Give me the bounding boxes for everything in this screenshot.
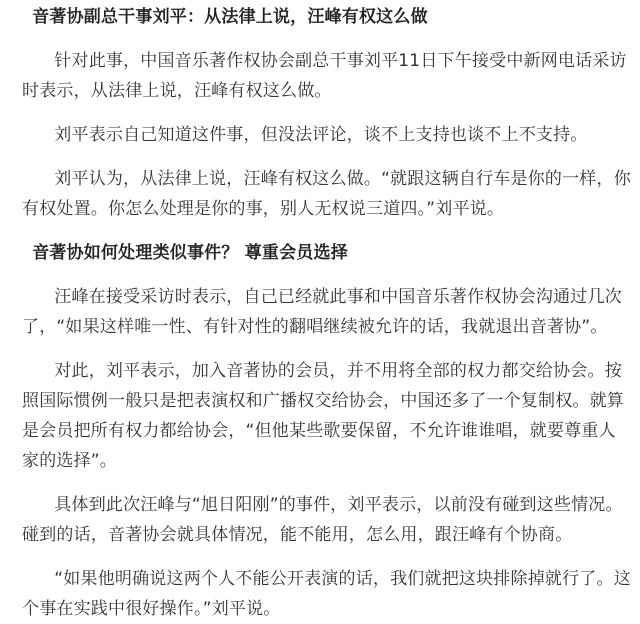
section-heading-2: 音著协如何处理类似事件？ 尊重会员选择 [32, 243, 348, 263]
spacer [22, 476, 632, 490]
paragraph-6: 具体到此次汪峰与“旭日阳刚”的事件，刘平表示，以前没有碰到这些情况。碰到的话，音著协会就具体情况，能不能用，怎么用，跟汪峰有个协商。 [22, 495, 623, 545]
paragraph-7: “如果他明确说这两个人不能公开表演的话，我们就把这块排除掉就行了。这个事在实践中很好操作。”刘平说。 [22, 569, 631, 619]
spacer [22, 224, 632, 238]
paragraph-3: 刘平认为，从法律上说，汪峰有权这么做。“就跟这辆自行车是你的一样，你有权处置。你怎么处理是你的事，别人无权说三道四。”刘平说。 [22, 169, 631, 219]
spacer [22, 150, 632, 164]
paragraph-4: 汪峰在接受采访时表示，自己已经就此事和中国音乐著作权协会沟通过几次了，“如果这样唯一性、有针对性的翻唱继续被允许的话，我就退出音著协”。 [22, 287, 622, 337]
paragraph-1: 针对此事，中国音乐著作权协会副总干事刘平11日下午接受中新网电话采访时表示，从法律上说，汪峰有权这么做。 [22, 51, 627, 101]
paragraph-2: 刘平表示自己知道这件事，但没法评论，谈不上支持也谈不上不支持。 [54, 125, 588, 145]
spacer [22, 550, 632, 564]
spacer [22, 268, 632, 282]
article [0, 2, 640, 619]
spacer [22, 32, 632, 46]
paragraph-5: 对此，刘平表示，加入音著协的会员，并不用将全部的权力都交给协会。按照国际惯例一般只是把表演权和广播权交给协会，中国还多了一个复制权。就算是会员把所有权力都给协会，“但他某些歌要保留，不允许谁谁唱，就要尊重人家的选择”。 [22, 361, 624, 471]
section-heading-1: 音著协副总干事刘平：从法律上说，汪峰有权这么做 [32, 7, 428, 27]
spacer [22, 342, 632, 356]
spacer [22, 106, 632, 120]
